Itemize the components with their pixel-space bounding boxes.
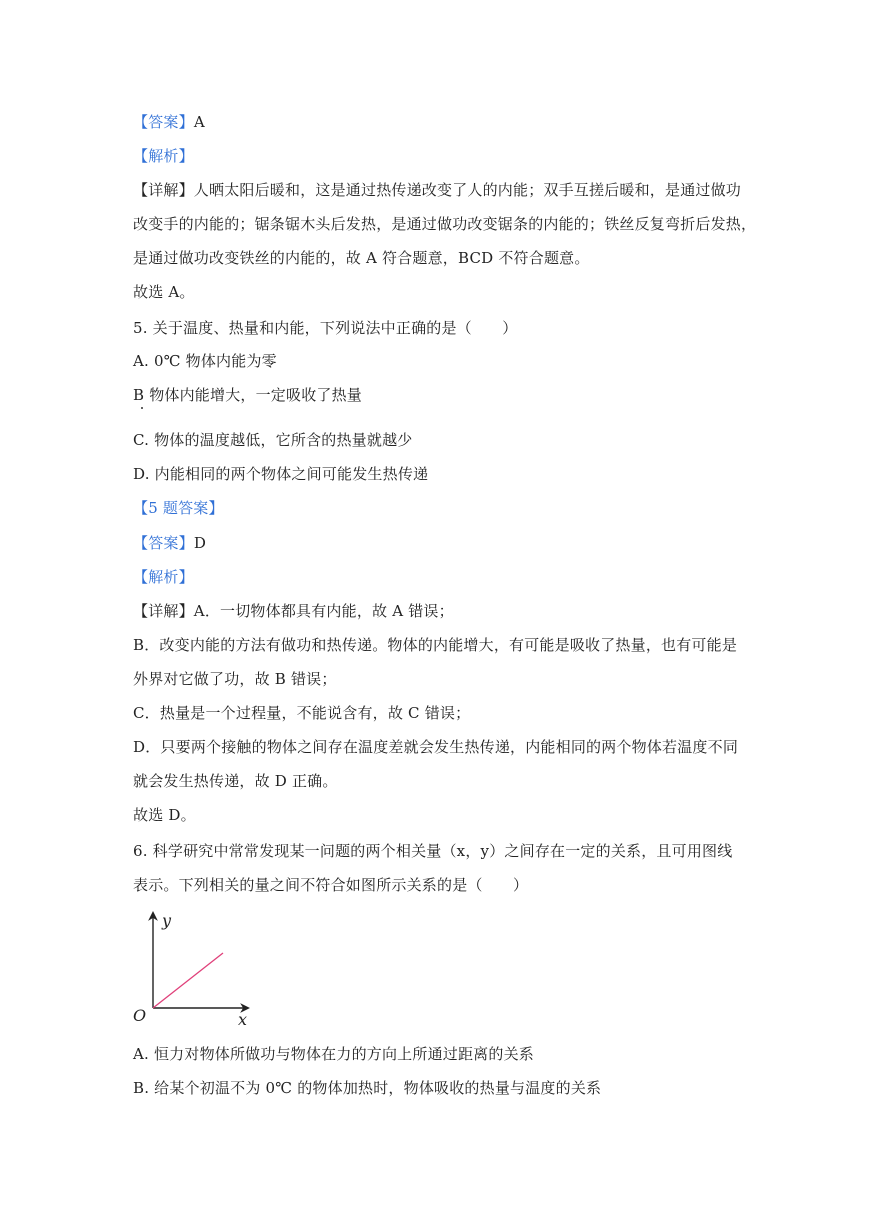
- text-segment: 改变手的内能的；锯条锯木头后发热，是通过做功改变锯条的内能的；铁丝反复弯折后发热，: [133, 215, 757, 233]
- text-line-l10: [133, 430, 412, 450]
- section-marker: 【答案】: [133, 534, 194, 552]
- text-segment: D．只要两个接触的物体之间存在温度差就会发生热传递，内能相同的两个物体若温度不同: [133, 738, 739, 756]
- text-line-l17: [133, 669, 337, 689]
- xy-graph: [130, 908, 260, 1033]
- text-line-l22: [133, 841, 732, 861]
- text-line-l25: [133, 1078, 601, 1098]
- stray-dot: [141, 407, 143, 409]
- text-line-l3: [133, 180, 741, 200]
- text-line-l6: [133, 282, 195, 302]
- text-segment: 外界对它做了功，故 B 错误；: [133, 670, 337, 688]
- text-line-l24: [133, 1044, 534, 1064]
- text-line-l2: [133, 146, 194, 166]
- text-line-l14: [133, 567, 194, 587]
- text-line-l13: [133, 533, 206, 553]
- text-segment: B 物体内能增大，一定吸收了热量: [133, 386, 362, 404]
- text-segment: 【详解】A．一切物体都具有内能，故 A 错误；: [133, 602, 454, 620]
- text-line-l23: [133, 875, 528, 895]
- text-segment: A. 恒力对物体所做功与物体在力的方向上所通过距离的关系: [133, 1045, 534, 1063]
- proportional-line: [153, 953, 223, 1008]
- text-segment: C．热量是一个过程量，不能说含有，故 C 错误；: [133, 704, 471, 722]
- text-segment: 是通过做功改变铁丝的内能的，故 A 符合题意，BCD 不符合题意。: [133, 249, 590, 267]
- text-line-l12: [133, 498, 224, 518]
- text-segment: C. 物体的温度越低，它所含的热量就越少: [133, 431, 413, 449]
- text-line-l7: [133, 318, 517, 338]
- y-axis-label: y: [162, 911, 172, 930]
- text-segment: D. 内能相同的两个物体之间可能发生热传递: [133, 465, 429, 483]
- text-segment: B．改变内能的方法有做功和热传递。物体的内能增大，有可能是吸收了热量，也有可能是: [133, 636, 738, 654]
- text-line-l15: [133, 601, 454, 621]
- text-segment: 5. 关于温度、热量和内能，下列说法中正确的是（ ）: [133, 319, 518, 337]
- text-line-l5: [133, 248, 590, 268]
- text-line-l16: [133, 635, 737, 655]
- text-line-l4: [133, 214, 756, 234]
- text-segment: 故选 D。: [133, 806, 196, 824]
- text-segment: 【详解】人晒太阳后暖和，这是通过热传递改变了人的内能；双手互搓后暖和，是通过做功: [133, 181, 742, 199]
- text-segment: 表示。下列相关的量之间不符合如图所示关系的是（ ）: [133, 876, 529, 894]
- text-line-l19: [133, 737, 738, 757]
- section-marker: 【解析】: [133, 147, 194, 165]
- text-segment: B. 给某个初温不为 0℃ 的物体加热时，物体吸收的热量与温度的关系: [133, 1079, 602, 1097]
- text-segment: A: [193, 113, 205, 131]
- text-segment: D: [193, 534, 207, 552]
- text-segment: 故选 A。: [133, 283, 195, 301]
- section-marker: 【5 题答案】: [133, 499, 224, 517]
- x-axis-label: x: [238, 1010, 248, 1029]
- text-segment: A. 0℃ 物体内能为零: [133, 352, 277, 370]
- text-line-l1: [133, 112, 205, 132]
- text-line-l11: [133, 464, 428, 484]
- section-marker: 【解析】: [133, 568, 194, 586]
- text-line-l8: [133, 351, 277, 371]
- origin-label: O: [133, 1006, 147, 1025]
- text-segment: 6. 科学研究中常常发现某一问题的两个相关量（x，y）之间存在一定的关系，且可用图线: [133, 842, 733, 860]
- section-marker: 【答案】: [133, 113, 194, 131]
- text-line-l21: [133, 805, 196, 825]
- text-line-l18: [133, 703, 470, 723]
- text-line-l20: [133, 771, 338, 791]
- text-line-l9: [133, 385, 362, 405]
- text-segment: 就会发生热传递，故 D 正确。: [133, 772, 338, 790]
